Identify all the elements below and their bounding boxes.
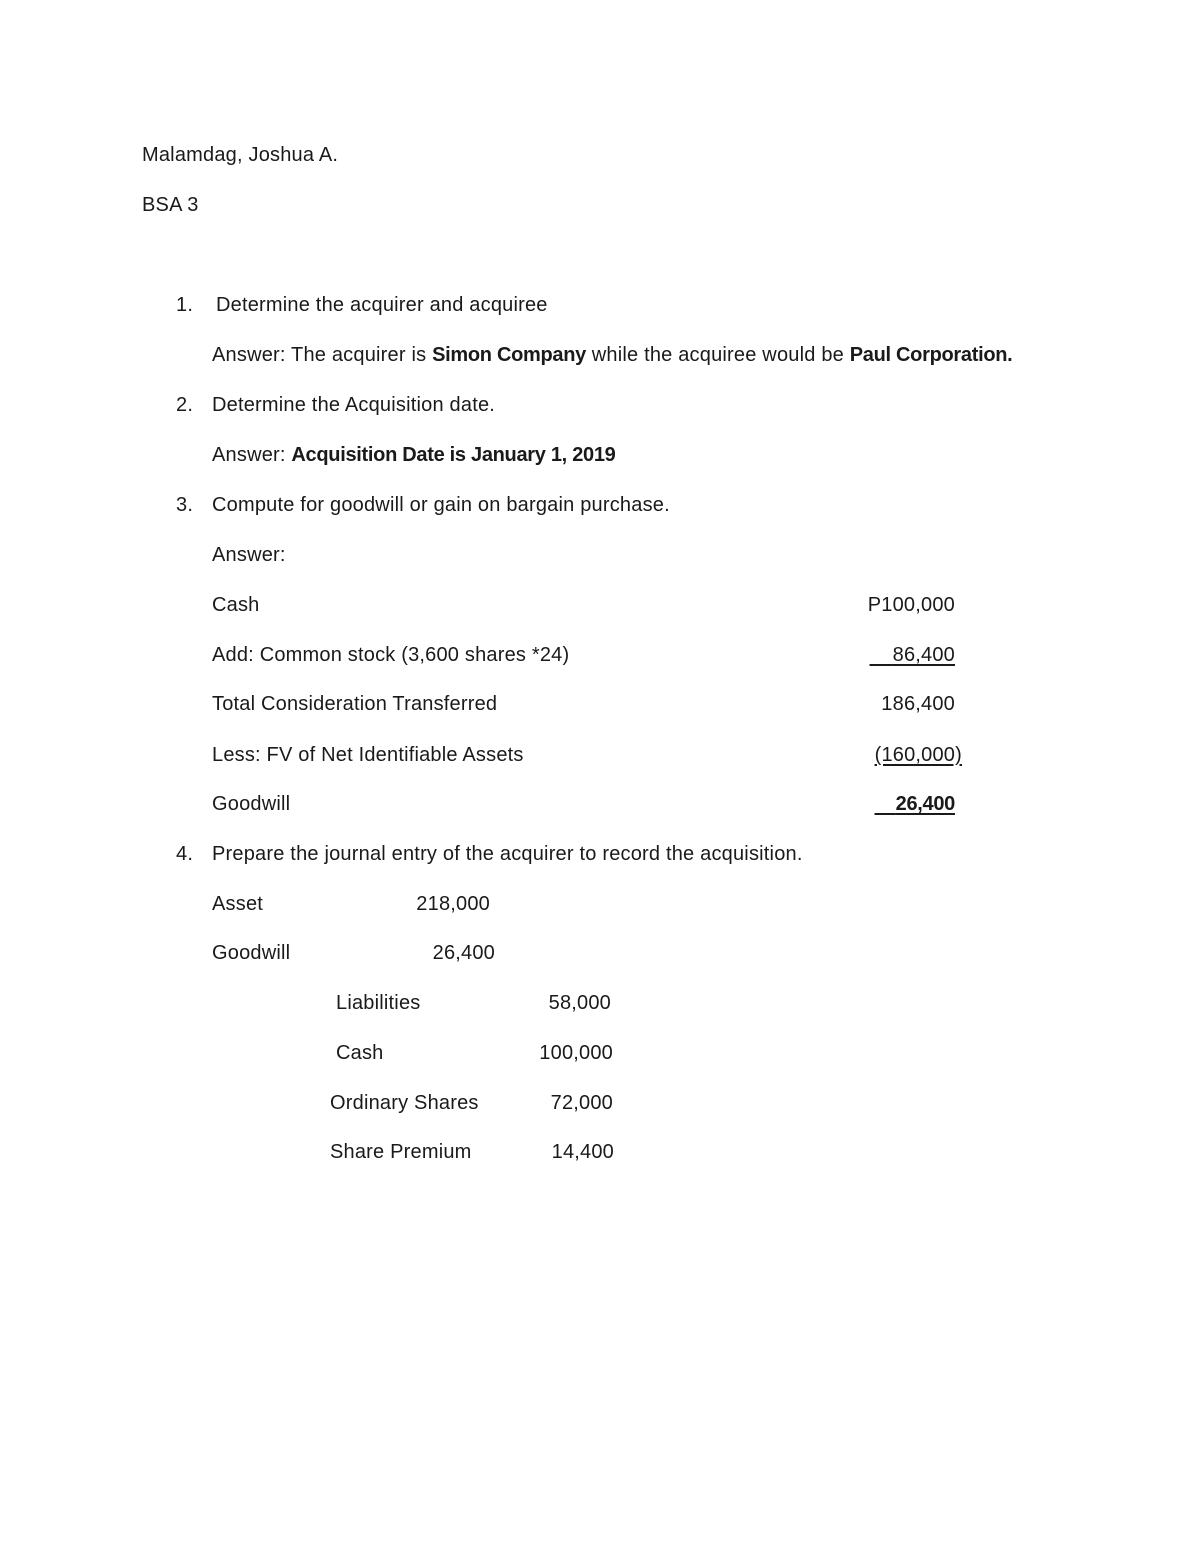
- journal-credit-account: Cash: [336, 1042, 384, 1064]
- q1-acquirer: Simon Company: [432, 344, 586, 366]
- q2-answer: [212, 443, 616, 467]
- q2-answer-value: Acquisition Date is January 1, 2019: [291, 444, 616, 466]
- q1-answer: [212, 343, 1012, 367]
- q4-number: 4.: [176, 843, 194, 865]
- q4-question: Prepare the journal entry of the acquirer to record the acquisition.: [212, 843, 803, 865]
- student-name: Malamdag, Joshua A.: [142, 144, 339, 166]
- q3-number: 3.: [176, 494, 194, 516]
- q1-question: Determine the acquirer and acquiree: [216, 294, 548, 316]
- q3-row-label: Less: FV of Net Identifiable Assets: [212, 744, 524, 766]
- q1-answer-middle: while the acquiree would be: [585, 344, 850, 366]
- q3-row-label: Add: Common stock (3,600 shares *24): [212, 644, 570, 666]
- q2-answer-prefix: Answer:: [212, 444, 292, 466]
- q3-row-label: Total Consideration Transferred: [212, 693, 498, 715]
- journal-credit-account: Liabilities: [336, 992, 421, 1014]
- journal-credit-amount: 100,000: [539, 1042, 613, 1064]
- journal-debit-account: Asset: [212, 893, 264, 915]
- journal-credit-amount: 72,000: [550, 1092, 613, 1114]
- journal-credit-account: Ordinary Shares: [330, 1092, 479, 1114]
- student-section: BSA 3: [142, 194, 199, 216]
- q2-question: Determine the Acquisition date.: [212, 394, 496, 416]
- journal-credit-amount: 58,000: [548, 992, 611, 1014]
- q1-acquiree: Paul Corporation.: [849, 344, 1013, 366]
- q3-question: Compute for goodwill or gain on bargain purchase.: [212, 494, 670, 516]
- q3-goodwill-amount: 26,400: [895, 793, 955, 815]
- q3-row-amount: (160,000): [874, 744, 962, 766]
- q2-number: 2.: [176, 394, 194, 416]
- journal-debit-account: Goodwill: [212, 942, 291, 964]
- journal-debit-amount: 218,000: [416, 893, 490, 915]
- q3-row-amount: 186,400: [881, 693, 955, 715]
- q1-number: 1.: [176, 294, 194, 316]
- q3-row-amount: 86,400: [892, 644, 955, 666]
- journal-debit-amount: 26,400: [432, 942, 495, 964]
- q3-row-label: Goodwill: [212, 793, 291, 815]
- q3-row-label: Cash: [212, 594, 260, 616]
- journal-credit-account: Share Premium: [330, 1141, 472, 1163]
- journal-credit-amount: 14,400: [551, 1141, 614, 1163]
- q3-answer-label: Answer:: [212, 544, 286, 566]
- q3-row-amount: P100,000: [867, 594, 955, 616]
- q1-answer-prefix: Answer: The acquirer is: [212, 344, 433, 366]
